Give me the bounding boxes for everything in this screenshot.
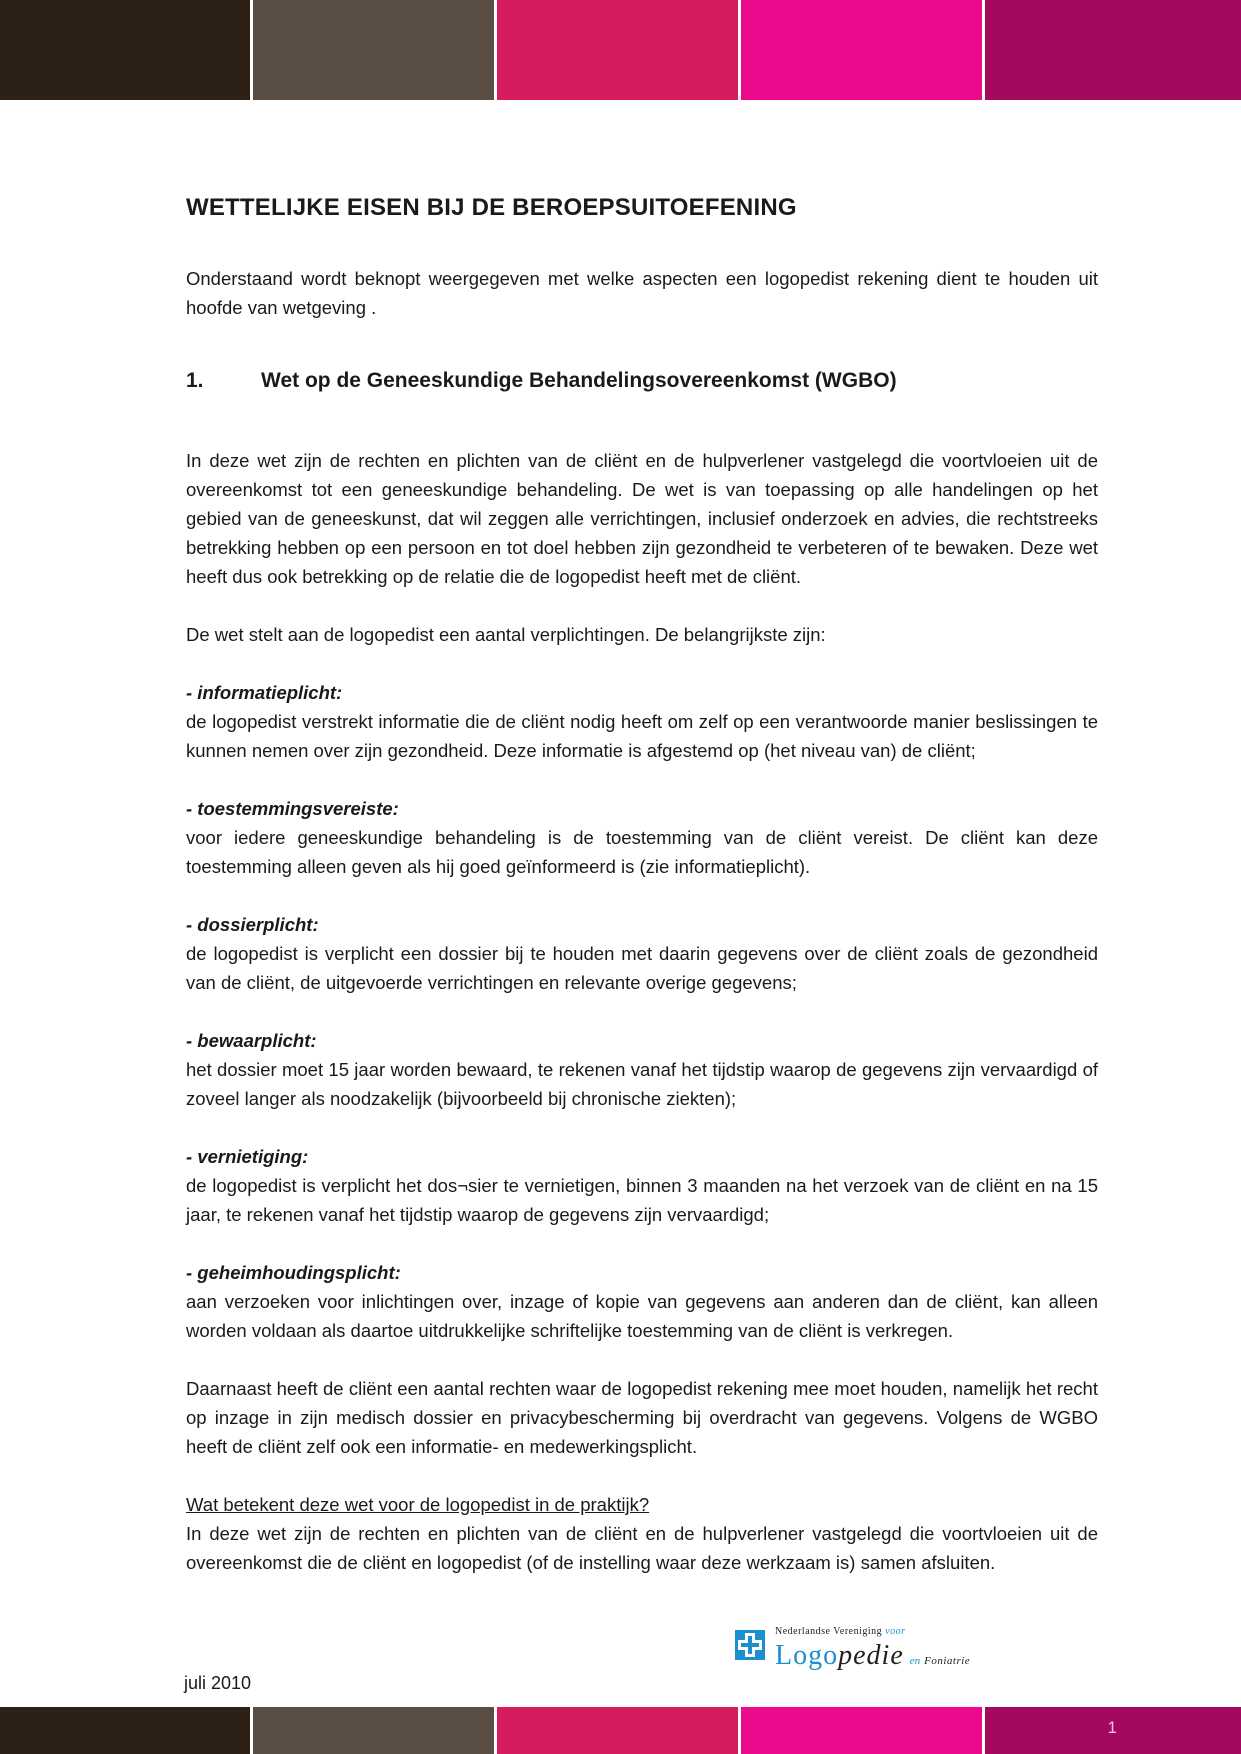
obligation-text: aan verzoeken voor inlichtingen over, inzage of kopie van gegevens aan anderen dan de cliënt, kan alleen worden voldaan als daartoe uitdrukkelijke schriftelijke toestemming van de cliënt is verkregen. xyxy=(186,1291,1098,1341)
obligation-item xyxy=(186,678,1098,765)
document-date: juli 2010 xyxy=(184,1673,252,1693)
page-number: 1 xyxy=(1107,1718,1117,1737)
logo-word-pedie: pedie xyxy=(838,1640,904,1671)
document-body xyxy=(186,190,1098,1577)
top-color-bar xyxy=(0,0,1241,100)
obligation-item xyxy=(186,1142,1098,1229)
obligation-item xyxy=(186,1026,1098,1113)
color-segment xyxy=(741,1707,982,1754)
paragraph: Daarnaast heeft de cliënt een aantal rechten waar de logopedist rekening mee moet houden, namelijk het recht op inzage in zijn medisch dossier en privacybescherming bij overdracht van gegevens. Volgens de WGBO heeft de cliënt zelf ook een informatie- en medewerkingsplicht. xyxy=(186,1378,1098,1457)
color-segment xyxy=(253,0,494,100)
logo-voor: voor xyxy=(885,1626,906,1637)
color-segment xyxy=(497,0,738,100)
logo-line-1 xyxy=(775,1626,906,1637)
paragraph: In deze wet zijn de rechten en plichten van de cliënt en de hulpverlener vastgelegd die voortvloeien uit de overeenkomst tot een geneeskundige behandeling. De wet is van toepassing op alle handelingen op het gebied van de geneeskunst, dat wil zeggen alle verrichtingen, inclusief onderzoek en advies, die rechtstreeks betrekking hebben op een persoon en tot doel hebben zijn gezondheid te verbeteren of te bewaken. Deze wet heeft dus ook betrekking op de relatie die de logopedist heeft met de cliënt. xyxy=(186,450,1098,587)
logo-word-en: en xyxy=(909,1655,921,1667)
obligation-label: - vernietiging: xyxy=(186,1146,309,1167)
obligation-item xyxy=(186,910,1098,997)
logo-word-foniatrie: Foniatrie xyxy=(924,1655,971,1667)
obligation-text: de logopedist is verplicht een dossier bij te houden met daarin gegevens over de cliënt zoals de gezondheid van de cliënt, de uitgevoerde verrichtingen en relevante overige gegevens; xyxy=(186,943,1098,993)
color-segment xyxy=(0,0,250,100)
bottom-color-bar xyxy=(0,1707,1241,1754)
obligation-text: voor iedere geneeskundige behandeling is de toestemming van de cliënt vereist. De cliënt kan deze toestemming alleen geven als hij goed geïnformeerd is (zie informatieplicht). xyxy=(186,827,1098,877)
obligation-text: de logopedist is verplicht het dos¬sier te vernietigen, binnen 3 maanden na het verzoek van de cliënt en na 15 jaar, te rekenen vanaf het tijdstip waarop de gegevens zijn vervaardigd; xyxy=(186,1175,1098,1225)
color-segment xyxy=(0,1707,250,1754)
section-title: Wet op de Geneeskundige Behandelingsovereenkomst (WGBO) xyxy=(261,369,897,392)
obligation-label: - bewaarplicht: xyxy=(186,1030,317,1051)
color-segment xyxy=(497,1707,738,1754)
logo-org-name: Nederlandse Vereniging xyxy=(775,1626,883,1637)
obligation-text: het dossier moet 15 jaar worden bewaard, te rekenen vanaf het tijdstip waarop de gegevens zijn vervaardigd of zoveel langer als noodzakelijk (bijvoorbeeld bij chronische ziekten); xyxy=(186,1059,1098,1109)
association-logo xyxy=(735,1626,995,1676)
color-segment xyxy=(253,1707,494,1754)
color-segment xyxy=(741,0,982,100)
intro-paragraph: Onderstaand wordt beknopt weergegeven met welke aspecten een logopedist rekening dient te houden uit hoofde van wetgeving . xyxy=(186,268,1098,318)
question-heading: Wat betekent deze wet voor de logopedist in de praktijk? xyxy=(186,1494,650,1515)
logo-line-2 xyxy=(775,1640,970,1672)
color-segment xyxy=(985,0,1241,100)
obligation-item xyxy=(186,1258,1098,1345)
question-block xyxy=(186,1490,1098,1577)
section-heading xyxy=(186,366,1098,396)
obligation-label: - toestemmingsvereiste: xyxy=(186,798,399,819)
answer-paragraph: In deze wet zijn de rechten en plichten van de cliënt en de hulpverlener vastgelegd die voortvloeien uit de overeenkomst die de cliënt en logopedist (of de instelling waar deze werkzaam is) samen afsluiten. xyxy=(186,1523,1098,1573)
section-number: 1. xyxy=(186,369,204,392)
logo-word-logo: Logo xyxy=(775,1640,839,1671)
obligation-label: - informatieplicht: xyxy=(186,682,343,703)
obligation-label: - geheimhoudingsplicht: xyxy=(186,1262,401,1283)
obligation-text: de logopedist verstrekt informatie die de cliënt nodig heeft om zelf op een verantwoorde manier beslissingen te kunnen nemen over zijn gezondheid. Deze informatie is afgestemd op (het niveau van) de cliënt; xyxy=(186,711,1098,761)
cross-logo-icon xyxy=(735,1630,765,1660)
color-segment xyxy=(985,1707,1241,1754)
paragraph: De wet stelt aan de logopedist een aantal verplichtingen. De belangrijkste zijn: xyxy=(186,624,826,645)
obligation-item xyxy=(186,794,1098,881)
obligation-label: - dossierplicht: xyxy=(186,914,319,935)
page-title: WETTELIJKE EISEN BIJ DE BEROEPSUITOEFENING xyxy=(186,194,797,221)
